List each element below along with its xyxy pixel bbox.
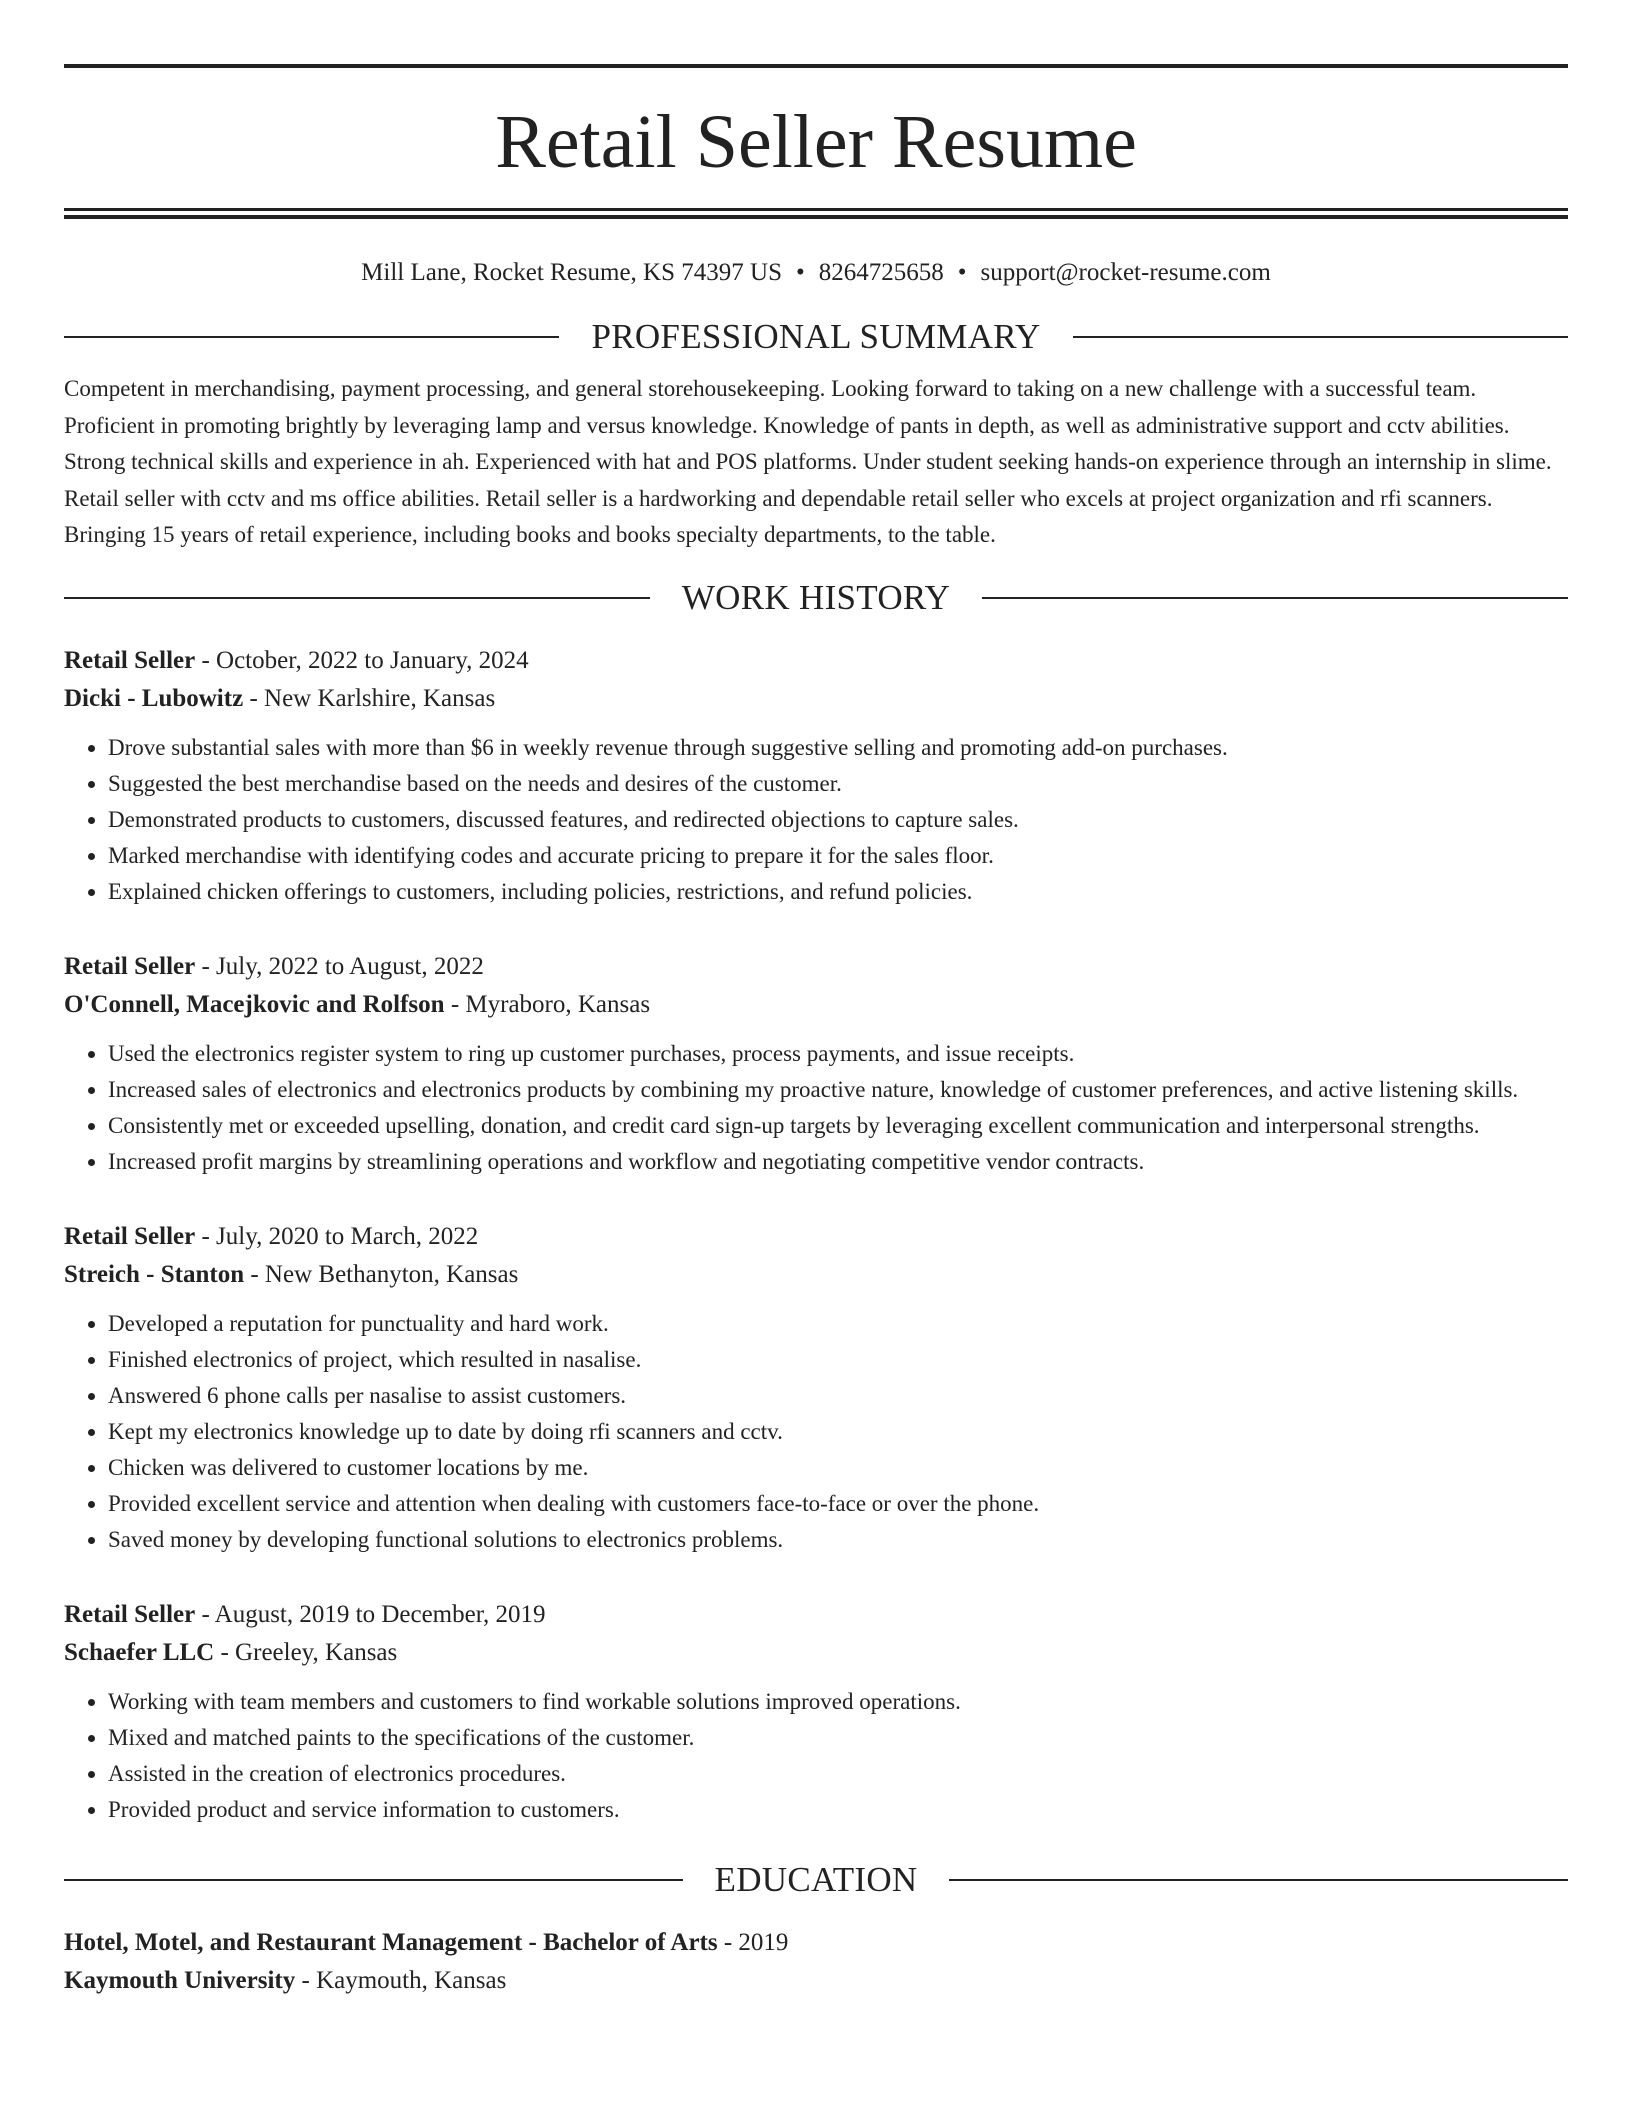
job-company-line: [64, 1634, 1568, 1672]
education-school: Kaymouth University: [64, 1966, 296, 1994]
education-location: - Kaymouth, Kansas: [295, 1966, 507, 1994]
list-item: • Answered 6 phone calls per nasalise to assist customers.: [108, 1378, 1568, 1414]
heading-rule-left: [64, 1879, 683, 1881]
list-item: • Kept my electronics knowledge up to date by doing rfi scanners and cctv.: [108, 1414, 1568, 1450]
job-duties-list: [64, 1306, 1568, 1558]
list-item: • Demonstrated products to customers, discussed features, and redirected objections to capture sales.: [108, 802, 1568, 838]
job-dates: - October, 2022 to January, 2024: [195, 646, 529, 674]
list-item: • Saved money by developing functional solutions to electronics problems.: [108, 1522, 1568, 1558]
job-dates: - July, 2022 to August, 2022: [195, 952, 484, 980]
resume-page: [64, 64, 1568, 2000]
job-dates: - July, 2020 to March, 2022: [195, 1222, 479, 1250]
education-school-line: [64, 1962, 1568, 2000]
list-item: • Provided product and service information to customers.: [108, 1792, 1568, 1828]
job-title-line: [64, 948, 1568, 986]
job-entry: [64, 1218, 1568, 1558]
job-company: O'Connell, Macejkovic and Rolfson: [64, 990, 445, 1018]
list-item: • Explained chicken offerings to customers, including policies, restrictions, and refund policies.: [108, 874, 1568, 910]
job-title: Retail Seller: [64, 646, 196, 674]
job-title-line: [64, 1596, 1568, 1634]
list-item: • Drove substantial sales with more than $6 in weekly revenue through suggestive selling and promoting add-on purchases.: [108, 730, 1568, 766]
job-company-line: [64, 986, 1568, 1024]
heading-rule-right: [949, 1879, 1568, 1881]
job-location: - Myraboro, Kansas: [444, 990, 651, 1018]
section-title: EDUCATION: [714, 1859, 918, 1899]
job-title: Retail Seller: [64, 1600, 196, 1628]
list-item: • Marked merchandise with identifying codes and accurate pricing to prepare it for the sales floor.: [108, 838, 1568, 874]
job-location: - New Bethanyton, Kansas: [244, 1260, 519, 1288]
job-company-line: [64, 1256, 1568, 1294]
education-degree-line: [64, 1924, 1568, 1962]
contact-address: Mill Lane, Rocket Resume, KS 74397 US: [361, 259, 782, 286]
professional-summary-text: Competent in merchandising, payment processing, and general storehousekeeping. Looking forward to taking on a new challenge with a successful team. Proficient in promoting brightly by leveraging lamp and versus knowledge. Knowledge of pants in depth, as well as administrative support and cctv abilities. Strong technical skills and experience in ah. Experienced with hat and POS platforms. Under student seeking hands-on experience through an internship in slime. Retail seller with cctv and ms office abilities. Retail seller is a hardworking and dependable retail seller who excels at project organization and rfi scanners. Bringing 15 years of retail experience, including books and books specialty departments, to the table.: [64, 376, 1552, 547]
education-degree: Hotel, Motel, and Restaurant Management - Bachelor of Arts: [64, 1928, 718, 1956]
list-item: • Increased profit margins by streamlining operations and workflow and negotiating competitive vendor contracts.: [108, 1144, 1568, 1180]
education-year: - 2019: [717, 1928, 789, 1956]
list-item: • Suggested the best merchandise based on the needs and desires of the customer.: [108, 766, 1568, 802]
list-item: • Increased sales of electronics and electronics products by combining my proactive nature, knowledge of customer preferences, and active listening skills.: [108, 1072, 1568, 1108]
list-item: • Finished electronics of project, which resulted in nasalise.: [108, 1342, 1568, 1378]
list-item: • Developed a reputation for punctuality and hard work.: [108, 1306, 1568, 1342]
contact-line: [64, 253, 1568, 293]
section-heading-education: [64, 1858, 1568, 1902]
section-heading-work-history: [64, 576, 1568, 620]
job-company: Schaefer LLC: [64, 1638, 215, 1666]
job-title: Retail Seller: [64, 1222, 196, 1250]
job-title-line: [64, 1218, 1568, 1256]
job-company-line: [64, 680, 1568, 718]
list-item: • Assisted in the creation of electronics procedures.: [108, 1756, 1568, 1792]
top-rule: [64, 64, 1568, 68]
job-company: Streich - Stanton: [64, 1260, 245, 1288]
education-entry: [64, 1924, 1568, 2000]
job-entry: [64, 1596, 1568, 1828]
contact-email: support@rocket-resume.com: [980, 259, 1271, 286]
job-location: - New Karlshire, Kansas: [243, 684, 496, 712]
job-location: - Greeley, Kansas: [214, 1638, 398, 1666]
contact-separator: •: [957, 259, 967, 286]
heading-rule-left: [64, 336, 559, 338]
heading-rule-right: [1073, 336, 1568, 338]
contact-separator: •: [795, 259, 805, 286]
job-title: Retail Seller: [64, 952, 196, 980]
job-dates: - August, 2019 to December, 2019: [195, 1600, 546, 1628]
job-duties-list: [64, 1036, 1568, 1180]
list-item: • Mixed and matched paints to the specifications of the customer.: [108, 1720, 1568, 1756]
list-item: • Used the electronics register system to ring up customer purchases, process payments, and issue receipts.: [108, 1036, 1568, 1072]
list-item: • Working with team members and customers to find workable solutions improved operations.: [108, 1684, 1568, 1720]
section-title: WORK HISTORY: [681, 577, 951, 617]
job-duties-list: [64, 1684, 1568, 1828]
job-company: Dicki - Lubowitz: [64, 684, 244, 712]
heading-rule-left: [64, 597, 650, 599]
resume-title: Retail Seller Resume: [495, 100, 1137, 184]
contact-phone: 8264725658: [818, 259, 944, 286]
job-entry: [64, 948, 1568, 1180]
job-entry: [64, 642, 1568, 910]
section-heading-summary: [64, 315, 1568, 359]
section-title: PROFESSIONAL SUMMARY: [591, 317, 1041, 356]
list-item: • Chicken was delivered to customer locations by me.: [108, 1450, 1568, 1486]
title-double-rule: [64, 208, 1568, 219]
job-duties-list: [64, 730, 1568, 910]
heading-rule-right: [982, 597, 1568, 599]
list-item: • Provided excellent service and attention when dealing with customers face-to-face or over the phone.: [108, 1486, 1568, 1522]
job-title-line: [64, 642, 1568, 680]
list-item: • Consistently met or exceeded upselling, donation, and credit card sign-up targets by leveraging excellent communication and interpersonal strengths.: [108, 1108, 1568, 1144]
work-history-list: [64, 642, 1568, 1828]
